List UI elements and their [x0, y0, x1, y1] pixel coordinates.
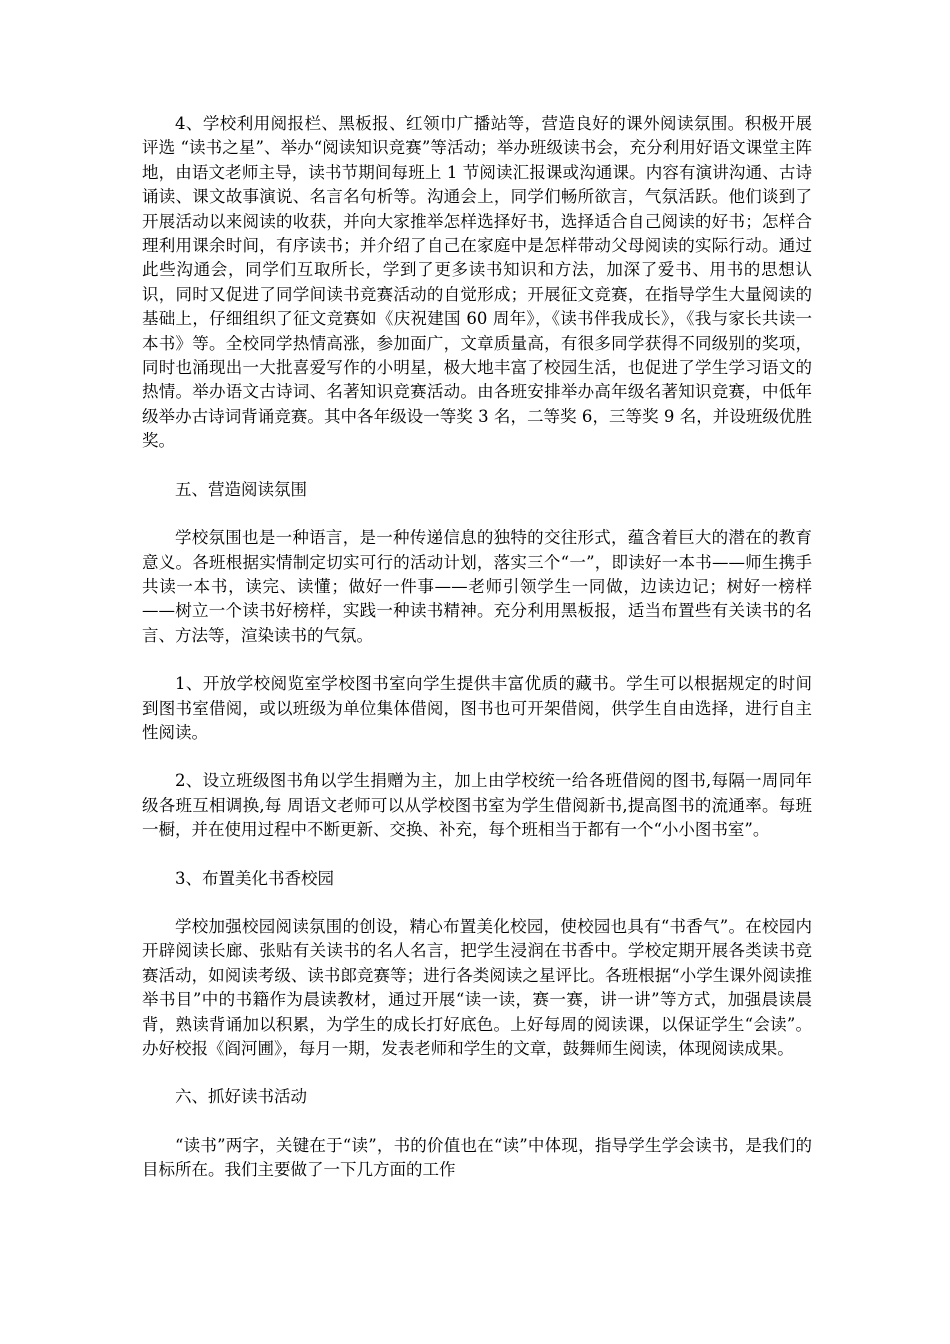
section-heading-atmosphere: 五、营造阅读氛围 — [175, 479, 307, 499]
paragraph-reading-activities: 4、学校利用阅报栏、黑板报、红领巾广播站等，营造良好的课外阅读氛围。积极开展评选 “读书之星”、举办“阅读知识竞赛”等活动；举办班级读书会，充分利用好语文课堂主阵地，由语文老师主导，读书节期间每班上 1 节阅读汇报课或沟通课。内容有演讲沟通、古诗诵读、课文故事演说、名言名句析等。沟通会上，同学们畅所欲言，气氛活跃。他们谈到了开展活动以来阅读的收获，并向大家推举怎样选择好书，选择适合自己阅读的好书；怎样合理利用课余时间，有序读书；并介绍了自己在家庭中是怎样带动父母阅读的实际行动。通过此些沟通会，同学们互取所长，学到了更多读书知识和方法，加深了爱书、用书的思想认识，同时又促进了同学间读书竞赛活动的自觉形成；开展征文竞赛，在指导学生大量阅读的基础上，仔细组织了征文竞赛如《庆祝建国 60 周年》，《读书伴我成长》，《我与家长共读一本书》等。全校同学热情高涨，参加面广，文章质量高，有很多同学获得不同级别的奖项，同时也涌现出一大批喜爱写作的小明星，极大地丰富了校园生活，也促进了学生学习语文的热情。举办语文古诗词、名著知识竞赛活动。由各班安排举办高年级名著知识竞赛，中低年级举办古诗词背诵竞赛。其中各年级设一等奖 3 名，二等奖 6，三等奖 9 名，并设班级优胜奖。 — [142, 114, 812, 451]
paragraph-reading-room: 1、开放学校阅览室学校图书室向学生提供丰富优质的藏书。学生可以根据规定的时间到图书室借阅，或以班级为单位集体借阅，图书也可开架借阅，供学生自由选择，进行自主性阅读。 — [142, 674, 812, 742]
subheading-campus-decoration: 3、布置美化书香校园 — [175, 868, 334, 888]
paragraph-reading-goal: “读书”两字，关键在于“读”，书的价值也在“读”中体现，指导学生学会读书，是我们的目标所在。我们主要做了一下几方面的工作 — [142, 1135, 812, 1180]
paragraph-class-book-corner: 2、设立班级图书角以学生捐赠为主，加上由学校统一给各班借阅的图书,每隔一周同年级各班互相调换,每 周语文老师可以从学校图书室为学生借阅新书,提高图书的流通率。每班一橱，并在使用过程中不断更新、交换、补充，每个班相当于都有一个“小小图书室”。 — [142, 771, 812, 840]
paragraph-campus-decoration: 学校加强校园阅读氛围的创设，精心布置美化校园，使校园也具有“书香气”。在校园内开辟阅读长廊、张贴有关读书的名人名言，把学生浸润在书香中。学校定期开展各类读书竞赛活动，如阅读考级、读书郎竞赛等；进行各类阅读之星评比。各班根据“小学生课外阅读推举书目”中的书籍作为晨读教材，通过开展“读一读，赛一赛，讲一讲”等方式，加强晨读晨背，熟读背诵加以积累，为学生的成长打好底色。上好每周的阅读课，以保证学生“会读”。办好校报《阎河圃》，每月一期，发表老师和学生的文章，鼓舞师生阅读，体现阅读成果。 — [142, 916, 812, 1058]
paragraph-school-atmosphere: 学校氛围也是一种语言，是一种传递信息的独特的交往形式，蕴含着巨大的潜在的教育意义。各班根据实情制定切实可行的活动计划，落实三个“一”，即读好一本书——师生携手共读一本书，读完、读懂；做好一件事——老师引领学生一同做，边读边记；树好一榜样——树立一个读书好榜样，实践一种读书精神。充分利用黑板报，适当布置些有关读书的名言、方法等，渲染读书的气氛。 — [142, 528, 812, 645]
document-body — [142, 112, 812, 1207]
section-heading-reading-activities: 六、抓好读书活动 — [175, 1087, 307, 1107]
